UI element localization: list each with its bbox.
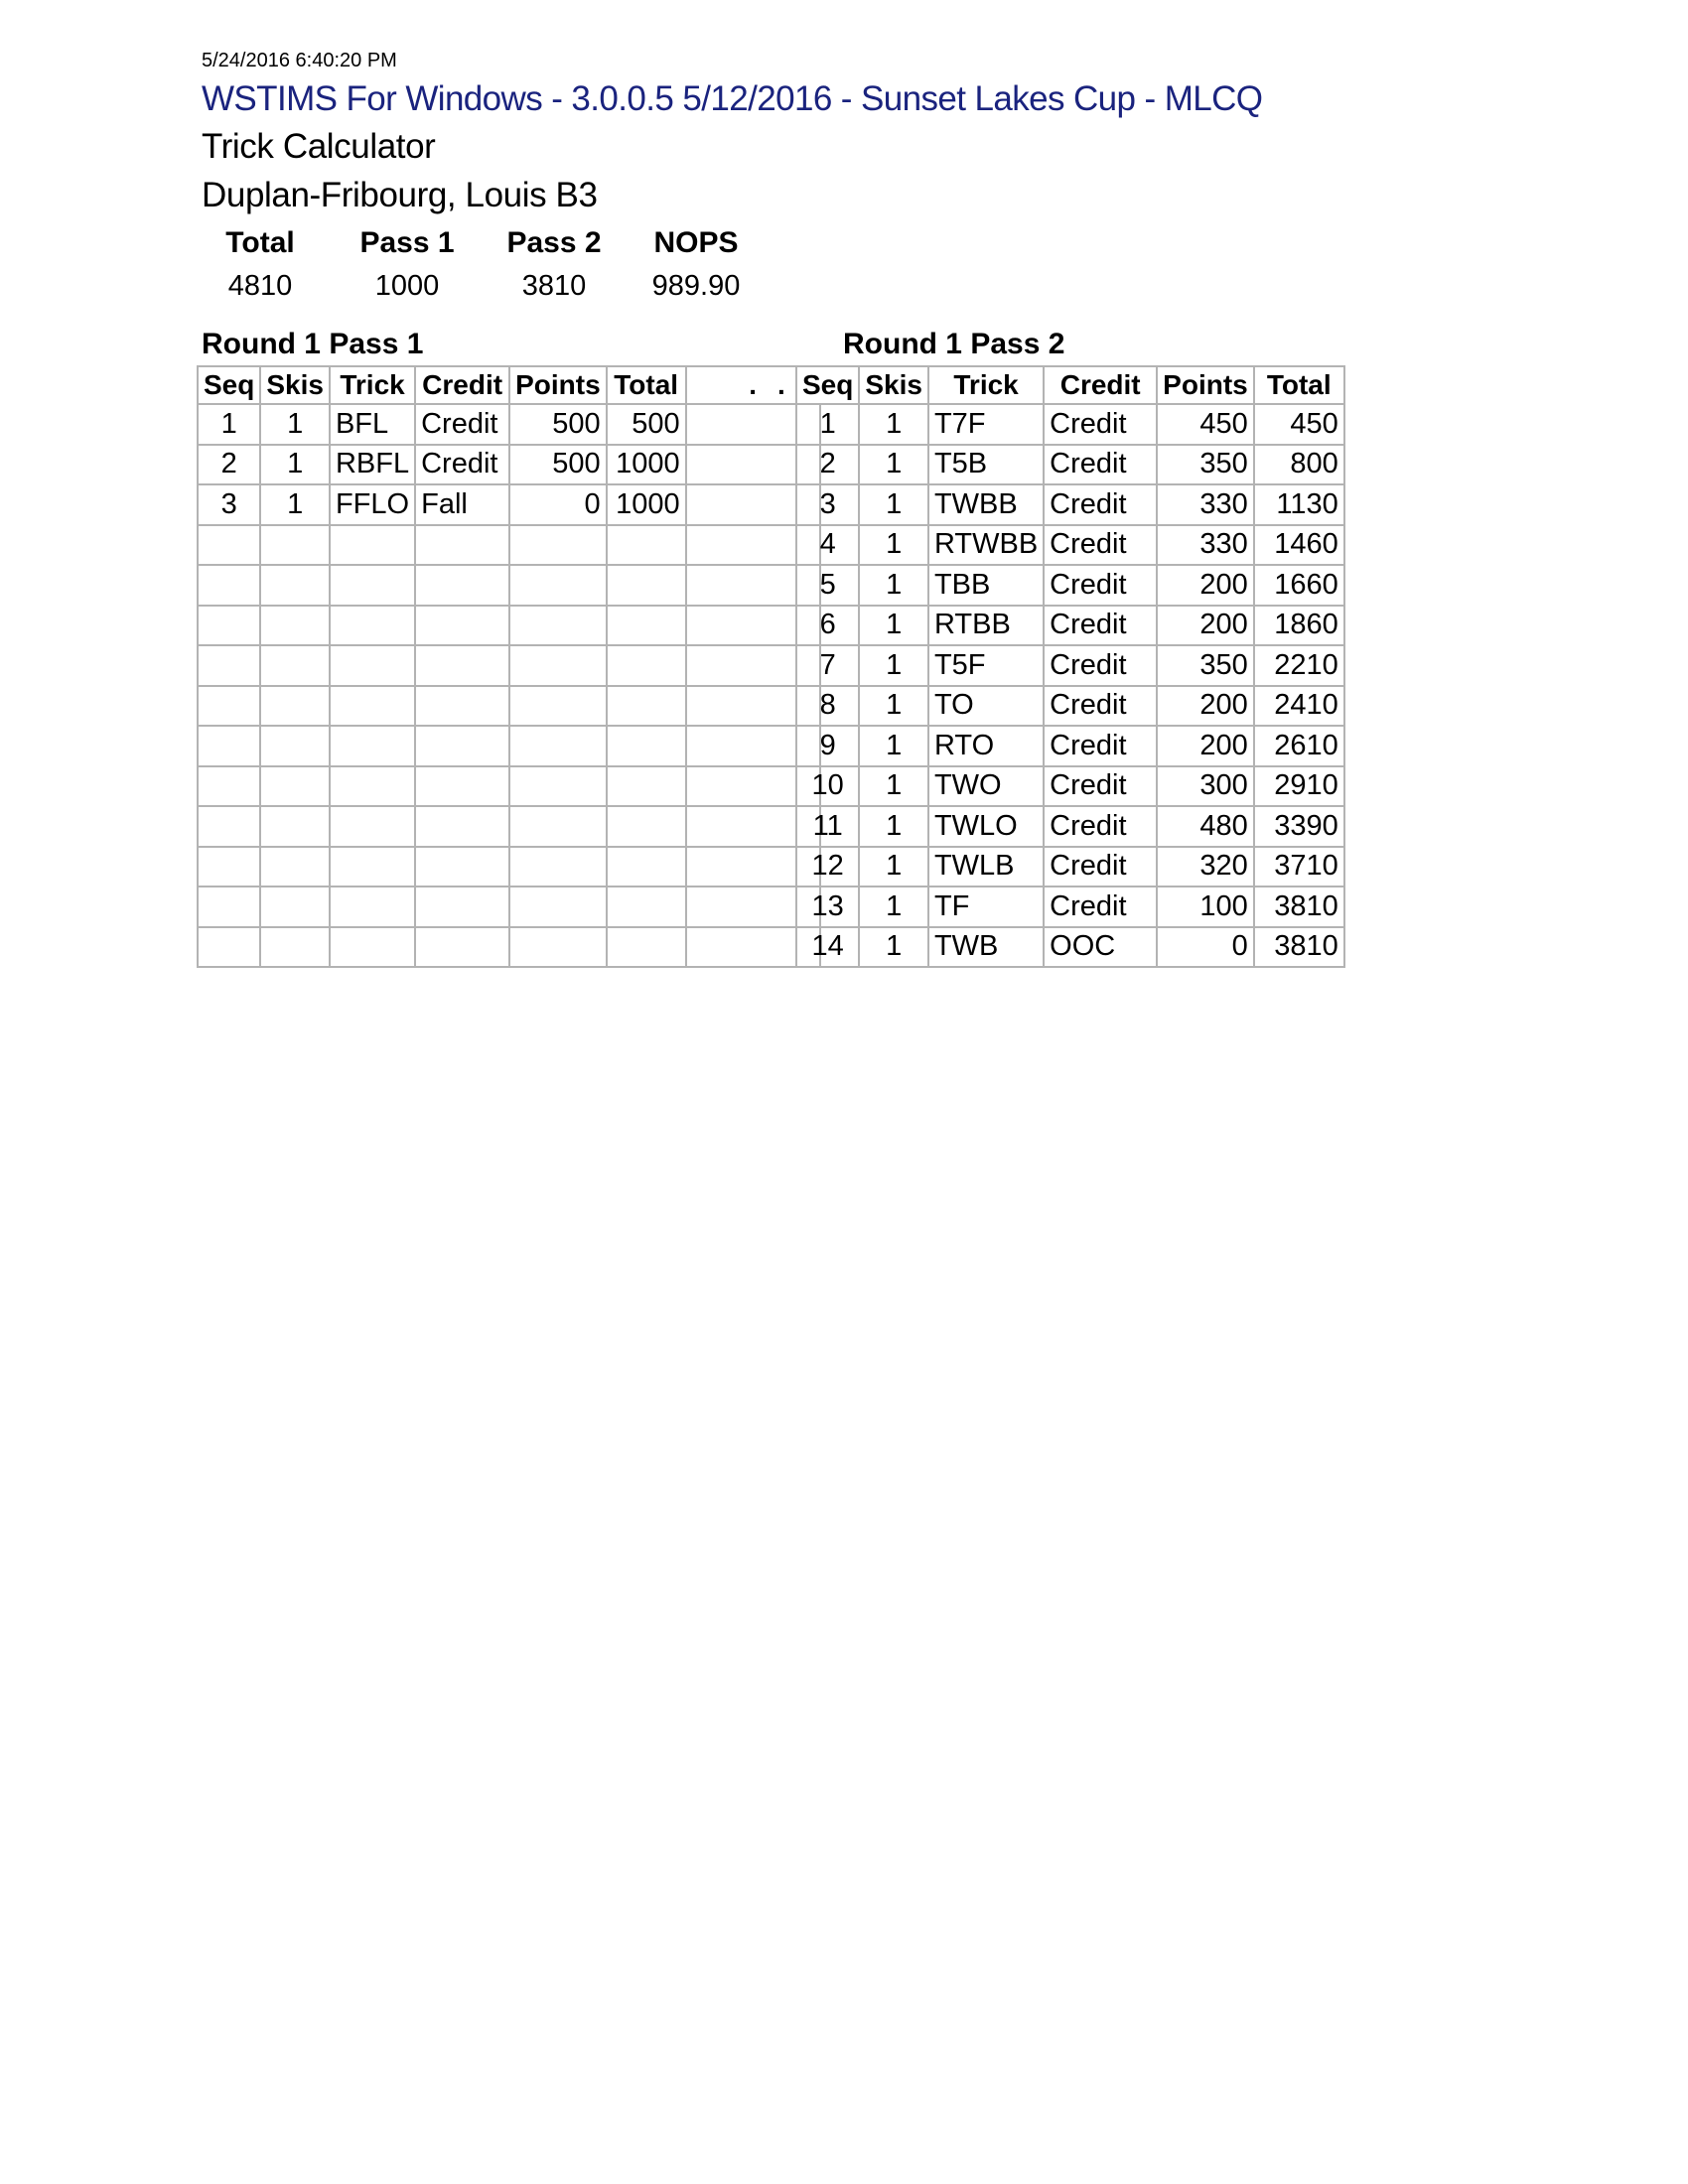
table-cell	[260, 645, 330, 686]
table-row	[796, 445, 1422, 485]
table-cell	[198, 606, 260, 646]
table-cell	[607, 645, 686, 686]
table-row	[198, 887, 820, 927]
table-cell	[198, 806, 260, 847]
table-cell: 100	[1157, 887, 1254, 927]
table-cell: 1	[859, 766, 928, 807]
pass2-header-seq: Seq	[796, 366, 859, 404]
table-cell: 14	[796, 927, 859, 968]
table-cell: 2210	[1254, 645, 1344, 686]
table-cell	[415, 606, 509, 646]
table-cell: 2410	[1254, 686, 1344, 727]
table-cell: 350	[1157, 445, 1254, 485]
table-cell: 1	[260, 404, 330, 445]
table-cell: T5F	[928, 645, 1044, 686]
table-cell	[607, 766, 686, 807]
table-cell: 6	[796, 606, 859, 646]
table-cell	[198, 565, 260, 606]
table-row	[796, 404, 1422, 445]
table-cell: 450	[1157, 404, 1254, 445]
table-cell: TF	[928, 887, 1044, 927]
table-row	[198, 525, 820, 566]
pass2-spacer-dot: .	[777, 369, 785, 400]
table-cell	[509, 726, 607, 766]
table-cell: Credit	[1044, 686, 1157, 727]
table-cell: T7F	[928, 404, 1044, 445]
table-cell	[415, 766, 509, 807]
table-cell	[509, 525, 607, 566]
table-cell: RTO	[928, 726, 1044, 766]
table-cell	[415, 565, 509, 606]
table-cell: 200	[1157, 606, 1254, 646]
table-cell: 1660	[1254, 565, 1344, 606]
table-cell	[330, 686, 415, 727]
table-cell: Credit	[1044, 606, 1157, 646]
table-cell	[198, 726, 260, 766]
table-cell	[260, 606, 330, 646]
table-cell: TWO	[928, 766, 1044, 807]
table-row	[198, 726, 820, 766]
table-row	[198, 766, 820, 807]
table-cell: RTBB	[928, 606, 1044, 646]
table-row	[796, 606, 1422, 646]
table-cell: 200	[1157, 565, 1254, 606]
table-cell	[415, 726, 509, 766]
table-cell: TWBB	[928, 484, 1044, 525]
table-cell: 500	[509, 445, 607, 485]
table-cell: 300	[1157, 766, 1254, 807]
table-cell: 1	[859, 806, 928, 847]
pass1-title: Round 1 Pass 1	[202, 328, 424, 360]
table-cell: 1130	[1254, 484, 1344, 525]
table-cell	[607, 686, 686, 727]
summary-value-total: 4810	[227, 270, 293, 302]
table-cell	[198, 927, 260, 968]
skier-name: Duplan-Fribourg, Louis B3	[202, 176, 598, 214]
table-cell: 2610	[1254, 726, 1344, 766]
table-cell: FFLO	[330, 484, 415, 525]
table-cell: Credit	[415, 404, 509, 445]
table-cell: 2	[198, 445, 260, 485]
table-cell: 500	[607, 404, 686, 445]
pass1-header-total: Total	[607, 366, 686, 404]
table-cell	[330, 645, 415, 686]
table-cell: 5	[796, 565, 859, 606]
summary-value-pass2: 3810	[521, 270, 587, 302]
calculator-title: Trick Calculator	[202, 127, 436, 166]
table-row	[198, 484, 820, 525]
table-cell: 2910	[1254, 766, 1344, 807]
table-cell: Credit	[1044, 726, 1157, 766]
table-cell: TWB	[928, 927, 1044, 968]
table-cell: Credit	[1044, 525, 1157, 566]
summary-value-nops: 989.90	[651, 270, 741, 302]
table-cell	[260, 525, 330, 566]
table-cell: 3710	[1254, 847, 1344, 887]
table-row	[796, 806, 1422, 847]
table-cell	[415, 525, 509, 566]
table-cell: 1	[859, 606, 928, 646]
table-cell: Credit	[1044, 484, 1157, 525]
table-cell: Credit	[1044, 445, 1157, 485]
pass1-header-points: Points	[509, 366, 607, 404]
table-cell: 330	[1157, 525, 1254, 566]
summary-header-total: Total	[225, 226, 295, 259]
table-cell	[260, 766, 330, 807]
table-cell	[509, 606, 607, 646]
pass1-header-row	[198, 366, 820, 404]
table-row	[796, 887, 1422, 927]
table-cell	[607, 565, 686, 606]
pass2-header-total: Total	[1254, 366, 1344, 404]
table-row	[796, 927, 1422, 968]
table-cell: 1	[859, 726, 928, 766]
table-cell: 0	[509, 484, 607, 525]
table-row	[796, 766, 1422, 807]
table-cell: Credit	[1044, 887, 1157, 927]
summary-header-nops: NOPS	[653, 226, 739, 259]
table-row	[796, 645, 1422, 686]
table-cell: Credit	[1044, 847, 1157, 887]
table-cell	[509, 927, 607, 968]
table-cell: TO	[928, 686, 1044, 727]
table-cell	[260, 686, 330, 727]
table-cell	[607, 927, 686, 968]
table-cell: 200	[1157, 686, 1254, 727]
table-cell: Credit	[1044, 766, 1157, 807]
table-cell: BFL	[330, 404, 415, 445]
table-cell	[607, 887, 686, 927]
table-row	[796, 847, 1422, 887]
table-cell: Credit	[1044, 645, 1157, 686]
table-cell	[415, 806, 509, 847]
table-cell	[415, 645, 509, 686]
table-cell: Credit	[1044, 404, 1157, 445]
table-cell: RBFL	[330, 445, 415, 485]
table-row	[198, 404, 820, 445]
table-cell: 12	[796, 847, 859, 887]
table-cell: 1	[859, 686, 928, 727]
table-row	[198, 927, 820, 968]
summary-header-pass1: Pass 1	[359, 226, 455, 259]
table-cell	[330, 726, 415, 766]
table-cell: 2	[796, 445, 859, 485]
table-cell: OOC	[1044, 927, 1157, 968]
table-cell	[330, 927, 415, 968]
table-cell: Fall	[415, 484, 509, 525]
pass2-header-trick: Trick	[928, 366, 1044, 404]
table-cell	[260, 847, 330, 887]
table-cell: Credit	[415, 445, 509, 485]
table-row	[796, 726, 1422, 766]
table-cell: 1	[260, 445, 330, 485]
table-cell	[330, 606, 415, 646]
table-cell	[198, 686, 260, 727]
table-cell: 0	[1157, 927, 1254, 968]
table-cell: 480	[1157, 806, 1254, 847]
table-row	[796, 686, 1422, 727]
table-cell: 9	[796, 726, 859, 766]
table-cell: 1	[859, 445, 928, 485]
table-cell: 1	[859, 847, 928, 887]
table-cell: 1	[859, 927, 928, 968]
table-cell: Credit	[1044, 565, 1157, 606]
table-cell	[330, 766, 415, 807]
table-cell: 11	[796, 806, 859, 847]
table-cell	[330, 525, 415, 566]
table-cell: 320	[1157, 847, 1254, 887]
table-cell: Credit	[1044, 806, 1157, 847]
pass1-header-credit: Credit	[415, 366, 509, 404]
table-cell	[509, 806, 607, 847]
table-cell: 3390	[1254, 806, 1344, 847]
table-cell	[198, 766, 260, 807]
table-cell: 330	[1157, 484, 1254, 525]
table-row	[796, 565, 1422, 606]
table-row	[198, 445, 820, 485]
table-cell: 350	[1157, 645, 1254, 686]
table-row	[796, 525, 1422, 566]
pass2-title: Round 1 Pass 2	[843, 328, 1065, 360]
summary-value-pass1: 1000	[374, 270, 440, 302]
table-cell: 10	[796, 766, 859, 807]
table-cell: 1	[198, 404, 260, 445]
table-cell	[198, 645, 260, 686]
table-cell	[198, 525, 260, 566]
table-row	[198, 847, 820, 887]
table-cell: 1	[859, 565, 928, 606]
table-cell	[509, 887, 607, 927]
table-cell: TWLB	[928, 847, 1044, 887]
pass1-header-skis: Skis	[260, 366, 330, 404]
pass1-table	[197, 365, 821, 968]
pass1-header-seq: Seq	[198, 366, 260, 404]
table-cell	[198, 887, 260, 927]
pass2-table	[795, 365, 1423, 968]
table-cell	[415, 927, 509, 968]
table-cell	[607, 806, 686, 847]
table-cell	[607, 606, 686, 646]
pass2-header-row	[796, 366, 1422, 404]
table-cell: 3	[796, 484, 859, 525]
table-cell: 3	[198, 484, 260, 525]
report-timestamp: 5/24/2016 6:40:20 PM	[202, 50, 397, 71]
table-row	[198, 645, 820, 686]
table-cell: 4	[796, 525, 859, 566]
table-cell: T5B	[928, 445, 1044, 485]
table-cell	[198, 847, 260, 887]
table-cell: 1	[859, 887, 928, 927]
table-cell	[509, 766, 607, 807]
table-cell: 1000	[607, 445, 686, 485]
table-cell	[260, 887, 330, 927]
table-cell	[607, 726, 686, 766]
table-cell: 1	[859, 525, 928, 566]
table-cell	[509, 645, 607, 686]
table-cell	[260, 927, 330, 968]
pass1-header-spacer: .	[686, 366, 820, 404]
table-row	[796, 484, 1422, 525]
table-cell	[330, 847, 415, 887]
summary-header-pass2: Pass 2	[506, 226, 602, 259]
table-cell	[260, 726, 330, 766]
table-cell	[509, 847, 607, 887]
table-cell	[607, 847, 686, 887]
table-cell: 1860	[1254, 606, 1344, 646]
table-row	[198, 686, 820, 727]
table-cell: 13	[796, 887, 859, 927]
table-cell: 3810	[1254, 887, 1344, 927]
table-row	[198, 565, 820, 606]
table-cell: 1000	[607, 484, 686, 525]
table-cell: 450	[1254, 404, 1344, 445]
table-cell	[509, 565, 607, 606]
table-cell	[509, 686, 607, 727]
app-title: WSTIMS For Windows - 3.0.0.5 5/12/2016 - Sunset Lakes Cup - MLCQ	[202, 79, 1263, 118]
table-cell: 1	[859, 645, 928, 686]
table-row	[198, 606, 820, 646]
table-cell: TWLO	[928, 806, 1044, 847]
pass2-header-points: Points	[1157, 366, 1254, 404]
table-cell	[330, 887, 415, 927]
table-cell: 800	[1254, 445, 1344, 485]
table-cell: RTWBB	[928, 525, 1044, 566]
table-cell	[415, 847, 509, 887]
table-row	[198, 806, 820, 847]
table-cell	[260, 806, 330, 847]
table-cell	[330, 806, 415, 847]
table-cell: TBB	[928, 565, 1044, 606]
table-cell: 1	[859, 484, 928, 525]
table-cell: 500	[509, 404, 607, 445]
pass1-header-trick: Trick	[330, 366, 415, 404]
table-cell	[415, 686, 509, 727]
pass2-header-skis: Skis	[859, 366, 928, 404]
table-cell: 1460	[1254, 525, 1344, 566]
table-cell	[260, 565, 330, 606]
pass2-header-credit: Credit	[1044, 366, 1157, 404]
table-cell: 1	[859, 404, 928, 445]
table-cell: 8	[796, 686, 859, 727]
table-cell: 1	[260, 484, 330, 525]
table-cell	[330, 565, 415, 606]
table-cell: 200	[1157, 726, 1254, 766]
table-cell	[607, 525, 686, 566]
table-cell: 3810	[1254, 927, 1344, 968]
table-cell	[415, 887, 509, 927]
table-cell: 7	[796, 645, 859, 686]
table-cell: 1	[796, 404, 859, 445]
